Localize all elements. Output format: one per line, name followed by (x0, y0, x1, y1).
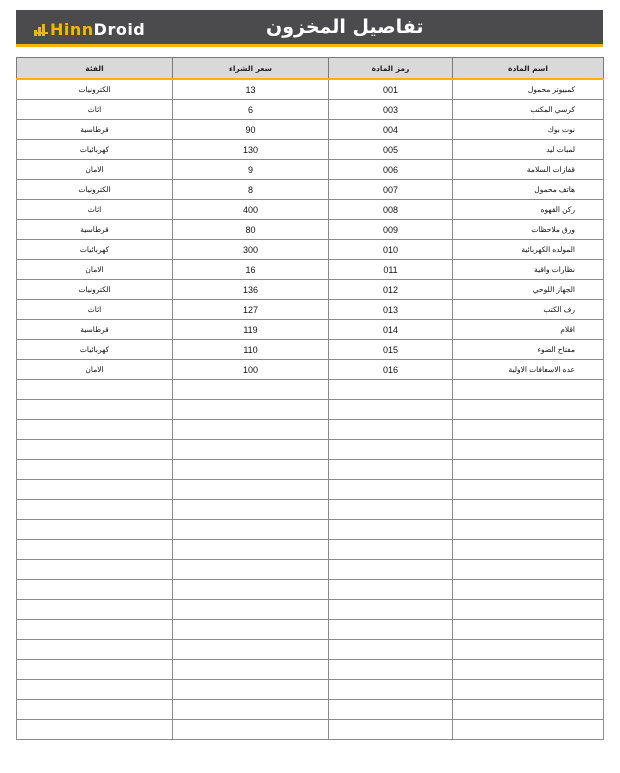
empty-table-row (17, 440, 604, 460)
empty-cell (329, 420, 453, 440)
empty-cell (173, 420, 329, 440)
cell-purchase-price: 119 (173, 320, 329, 340)
empty-cell (329, 620, 453, 640)
column-header-purchase-price: سعر الشراء (173, 58, 329, 80)
table-row (17, 320, 604, 340)
empty-cell (17, 700, 173, 720)
empty-cell (17, 480, 173, 500)
empty-cell (17, 720, 173, 740)
cell-category: الكترونيات (17, 180, 173, 200)
empty-cell (173, 700, 329, 720)
cell-category: كهربائيات (17, 140, 173, 160)
cell-item-code: 003 (329, 100, 453, 120)
table-row (17, 79, 604, 100)
empty-cell (173, 520, 329, 540)
empty-cell (17, 460, 173, 480)
empty-table-row (17, 660, 604, 680)
cell-category: اثاث (17, 300, 173, 320)
cell-item-name: هاتف محمول (453, 180, 604, 200)
empty-table-row (17, 580, 604, 600)
logo-text: HinnDroid (50, 19, 146, 39)
cell-item-code: 014 (329, 320, 453, 340)
cell-purchase-price: 130 (173, 140, 329, 160)
cell-purchase-price: 16 (173, 260, 329, 280)
table-row (17, 180, 604, 200)
table-row (17, 300, 604, 320)
empty-cell (329, 520, 453, 540)
empty-table-row (17, 420, 604, 440)
empty-cell (329, 440, 453, 460)
cell-item-code: 011 (329, 260, 453, 280)
cell-item-code: 001 (329, 79, 453, 100)
empty-cell (17, 620, 173, 640)
column-header-category: الفئة (17, 58, 173, 80)
empty-cell (453, 520, 604, 540)
empty-cell (329, 480, 453, 500)
empty-table-row (17, 620, 604, 640)
cell-item-code: 004 (329, 120, 453, 140)
empty-table-row (17, 680, 604, 700)
empty-cell (173, 640, 329, 660)
empty-table-row (17, 460, 604, 480)
cell-category: اثاث (17, 200, 173, 220)
empty-cell (453, 620, 604, 640)
logo-bars-icon (34, 22, 48, 36)
empty-table-row (17, 480, 604, 500)
empty-cell (453, 660, 604, 680)
cell-category: الامان (17, 360, 173, 380)
empty-cell (329, 680, 453, 700)
empty-cell (17, 680, 173, 700)
table-row (17, 100, 604, 120)
inventory-table-container (16, 57, 603, 740)
cell-item-code: 008 (329, 200, 453, 220)
empty-cell (17, 400, 173, 420)
table-row (17, 340, 604, 360)
cell-purchase-price: 90 (173, 120, 329, 140)
empty-cell (453, 480, 604, 500)
empty-cell (173, 440, 329, 460)
empty-cell (173, 400, 329, 420)
cell-purchase-price: 136 (173, 280, 329, 300)
empty-table-row (17, 560, 604, 580)
cell-item-name: نظارات واقية (453, 260, 604, 280)
empty-cell (329, 540, 453, 560)
column-header-item-name: اسم المادة (453, 58, 604, 80)
empty-cell (17, 500, 173, 520)
cell-item-name: ورق ملاحظات (453, 220, 604, 240)
cell-item-code: 012 (329, 280, 453, 300)
empty-table-row (17, 600, 604, 620)
cell-purchase-price: 13 (173, 79, 329, 100)
empty-cell (329, 560, 453, 580)
empty-cell (453, 640, 604, 660)
empty-cell (17, 380, 173, 400)
empty-cell (173, 600, 329, 620)
table-row (17, 140, 604, 160)
empty-table-row (17, 720, 604, 740)
table-row (17, 240, 604, 260)
empty-cell (17, 600, 173, 620)
cell-item-name: مفتاح الضوء (453, 340, 604, 360)
cell-category: الامان (17, 260, 173, 280)
empty-cell (329, 380, 453, 400)
empty-cell (329, 660, 453, 680)
cell-item-name: اقلام (453, 320, 604, 340)
cell-item-name: ركن القهوه (453, 200, 604, 220)
cell-purchase-price: 110 (173, 340, 329, 360)
empty-table-row (17, 500, 604, 520)
empty-cell (329, 500, 453, 520)
empty-cell (453, 720, 604, 740)
table-row (17, 160, 604, 180)
empty-table-row (17, 380, 604, 400)
cell-category: الكترونيات (17, 79, 173, 100)
cell-item-name: رف الكتب (453, 300, 604, 320)
empty-cell (173, 500, 329, 520)
table-row (17, 220, 604, 240)
page-header (16, 10, 603, 47)
empty-cell (173, 720, 329, 740)
table-body (17, 79, 604, 740)
table-row (17, 120, 604, 140)
cell-purchase-price: 9 (173, 160, 329, 180)
cell-category: كهربائيات (17, 240, 173, 260)
cell-item-name: كرسي المكتب (453, 100, 604, 120)
cell-item-code: 006 (329, 160, 453, 180)
empty-cell (173, 480, 329, 500)
cell-item-name: الجهاز اللوحي (453, 280, 604, 300)
empty-cell (17, 560, 173, 580)
cell-purchase-price: 127 (173, 300, 329, 320)
empty-cell (453, 380, 604, 400)
cell-category: اثاث (17, 100, 173, 120)
empty-cell (173, 560, 329, 580)
empty-cell (17, 660, 173, 680)
table-row (17, 360, 604, 380)
cell-item-code: 010 (329, 240, 453, 260)
empty-cell (329, 600, 453, 620)
empty-cell (329, 720, 453, 740)
cell-item-code: 016 (329, 360, 453, 380)
column-header-item-code: رمز المادة (329, 58, 453, 80)
empty-cell (173, 580, 329, 600)
empty-table-row (17, 640, 604, 660)
cell-item-name: كمبيوتر محمول (453, 79, 604, 100)
empty-cell (329, 700, 453, 720)
empty-cell (453, 400, 604, 420)
cell-item-code: 007 (329, 180, 453, 200)
empty-cell (453, 460, 604, 480)
empty-cell (17, 640, 173, 660)
table-row (17, 280, 604, 300)
cell-category: قرطاسية (17, 320, 173, 340)
empty-cell (173, 660, 329, 680)
cell-category: قرطاسية (17, 120, 173, 140)
cell-item-code: 009 (329, 220, 453, 240)
empty-cell (17, 540, 173, 560)
table-row (17, 260, 604, 280)
empty-cell (173, 540, 329, 560)
table-header-row (17, 58, 604, 80)
empty-cell (453, 420, 604, 440)
empty-cell (453, 600, 604, 620)
empty-table-row (17, 540, 604, 560)
cell-purchase-price: 300 (173, 240, 329, 260)
cell-item-name: لمبات ليد (453, 140, 604, 160)
cell-purchase-price: 100 (173, 360, 329, 380)
empty-cell (453, 580, 604, 600)
table-row (17, 200, 604, 220)
empty-cell (453, 560, 604, 580)
empty-cell (453, 540, 604, 560)
cell-purchase-price: 80 (173, 220, 329, 240)
empty-cell (17, 520, 173, 540)
empty-cell (453, 500, 604, 520)
empty-cell (453, 440, 604, 460)
inventory-table (16, 57, 604, 740)
cell-category: الامان (17, 160, 173, 180)
empty-cell (453, 680, 604, 700)
cell-purchase-price: 8 (173, 180, 329, 200)
cell-item-code: 005 (329, 140, 453, 160)
cell-purchase-price: 6 (173, 100, 329, 120)
empty-cell (17, 440, 173, 460)
cell-item-name: المولده الكهربائية (453, 240, 604, 260)
cell-category: الكترونيات (17, 280, 173, 300)
cell-item-code: 015 (329, 340, 453, 360)
page-title: تفاصيل المخزون (266, 16, 424, 38)
empty-cell (17, 420, 173, 440)
empty-table-row (17, 520, 604, 540)
empty-cell (453, 700, 604, 720)
cell-purchase-price: 400 (173, 200, 329, 220)
empty-cell (173, 460, 329, 480)
empty-table-row (17, 700, 604, 720)
empty-cell (173, 620, 329, 640)
cell-category: كهربائيات (17, 340, 173, 360)
cell-item-name: عده الاسعافات الاولية (453, 360, 604, 380)
empty-cell (173, 680, 329, 700)
empty-cell (329, 580, 453, 600)
cell-item-name: نوت بوك (453, 120, 604, 140)
empty-table-row (17, 400, 604, 420)
empty-cell (329, 400, 453, 420)
empty-cell (329, 460, 453, 480)
brand-logo (34, 19, 145, 39)
cell-item-name: قفازات السلامة (453, 160, 604, 180)
cell-item-code: 013 (329, 300, 453, 320)
empty-cell (329, 640, 453, 660)
empty-cell (17, 580, 173, 600)
empty-cell (173, 380, 329, 400)
cell-category: قرطاسية (17, 220, 173, 240)
